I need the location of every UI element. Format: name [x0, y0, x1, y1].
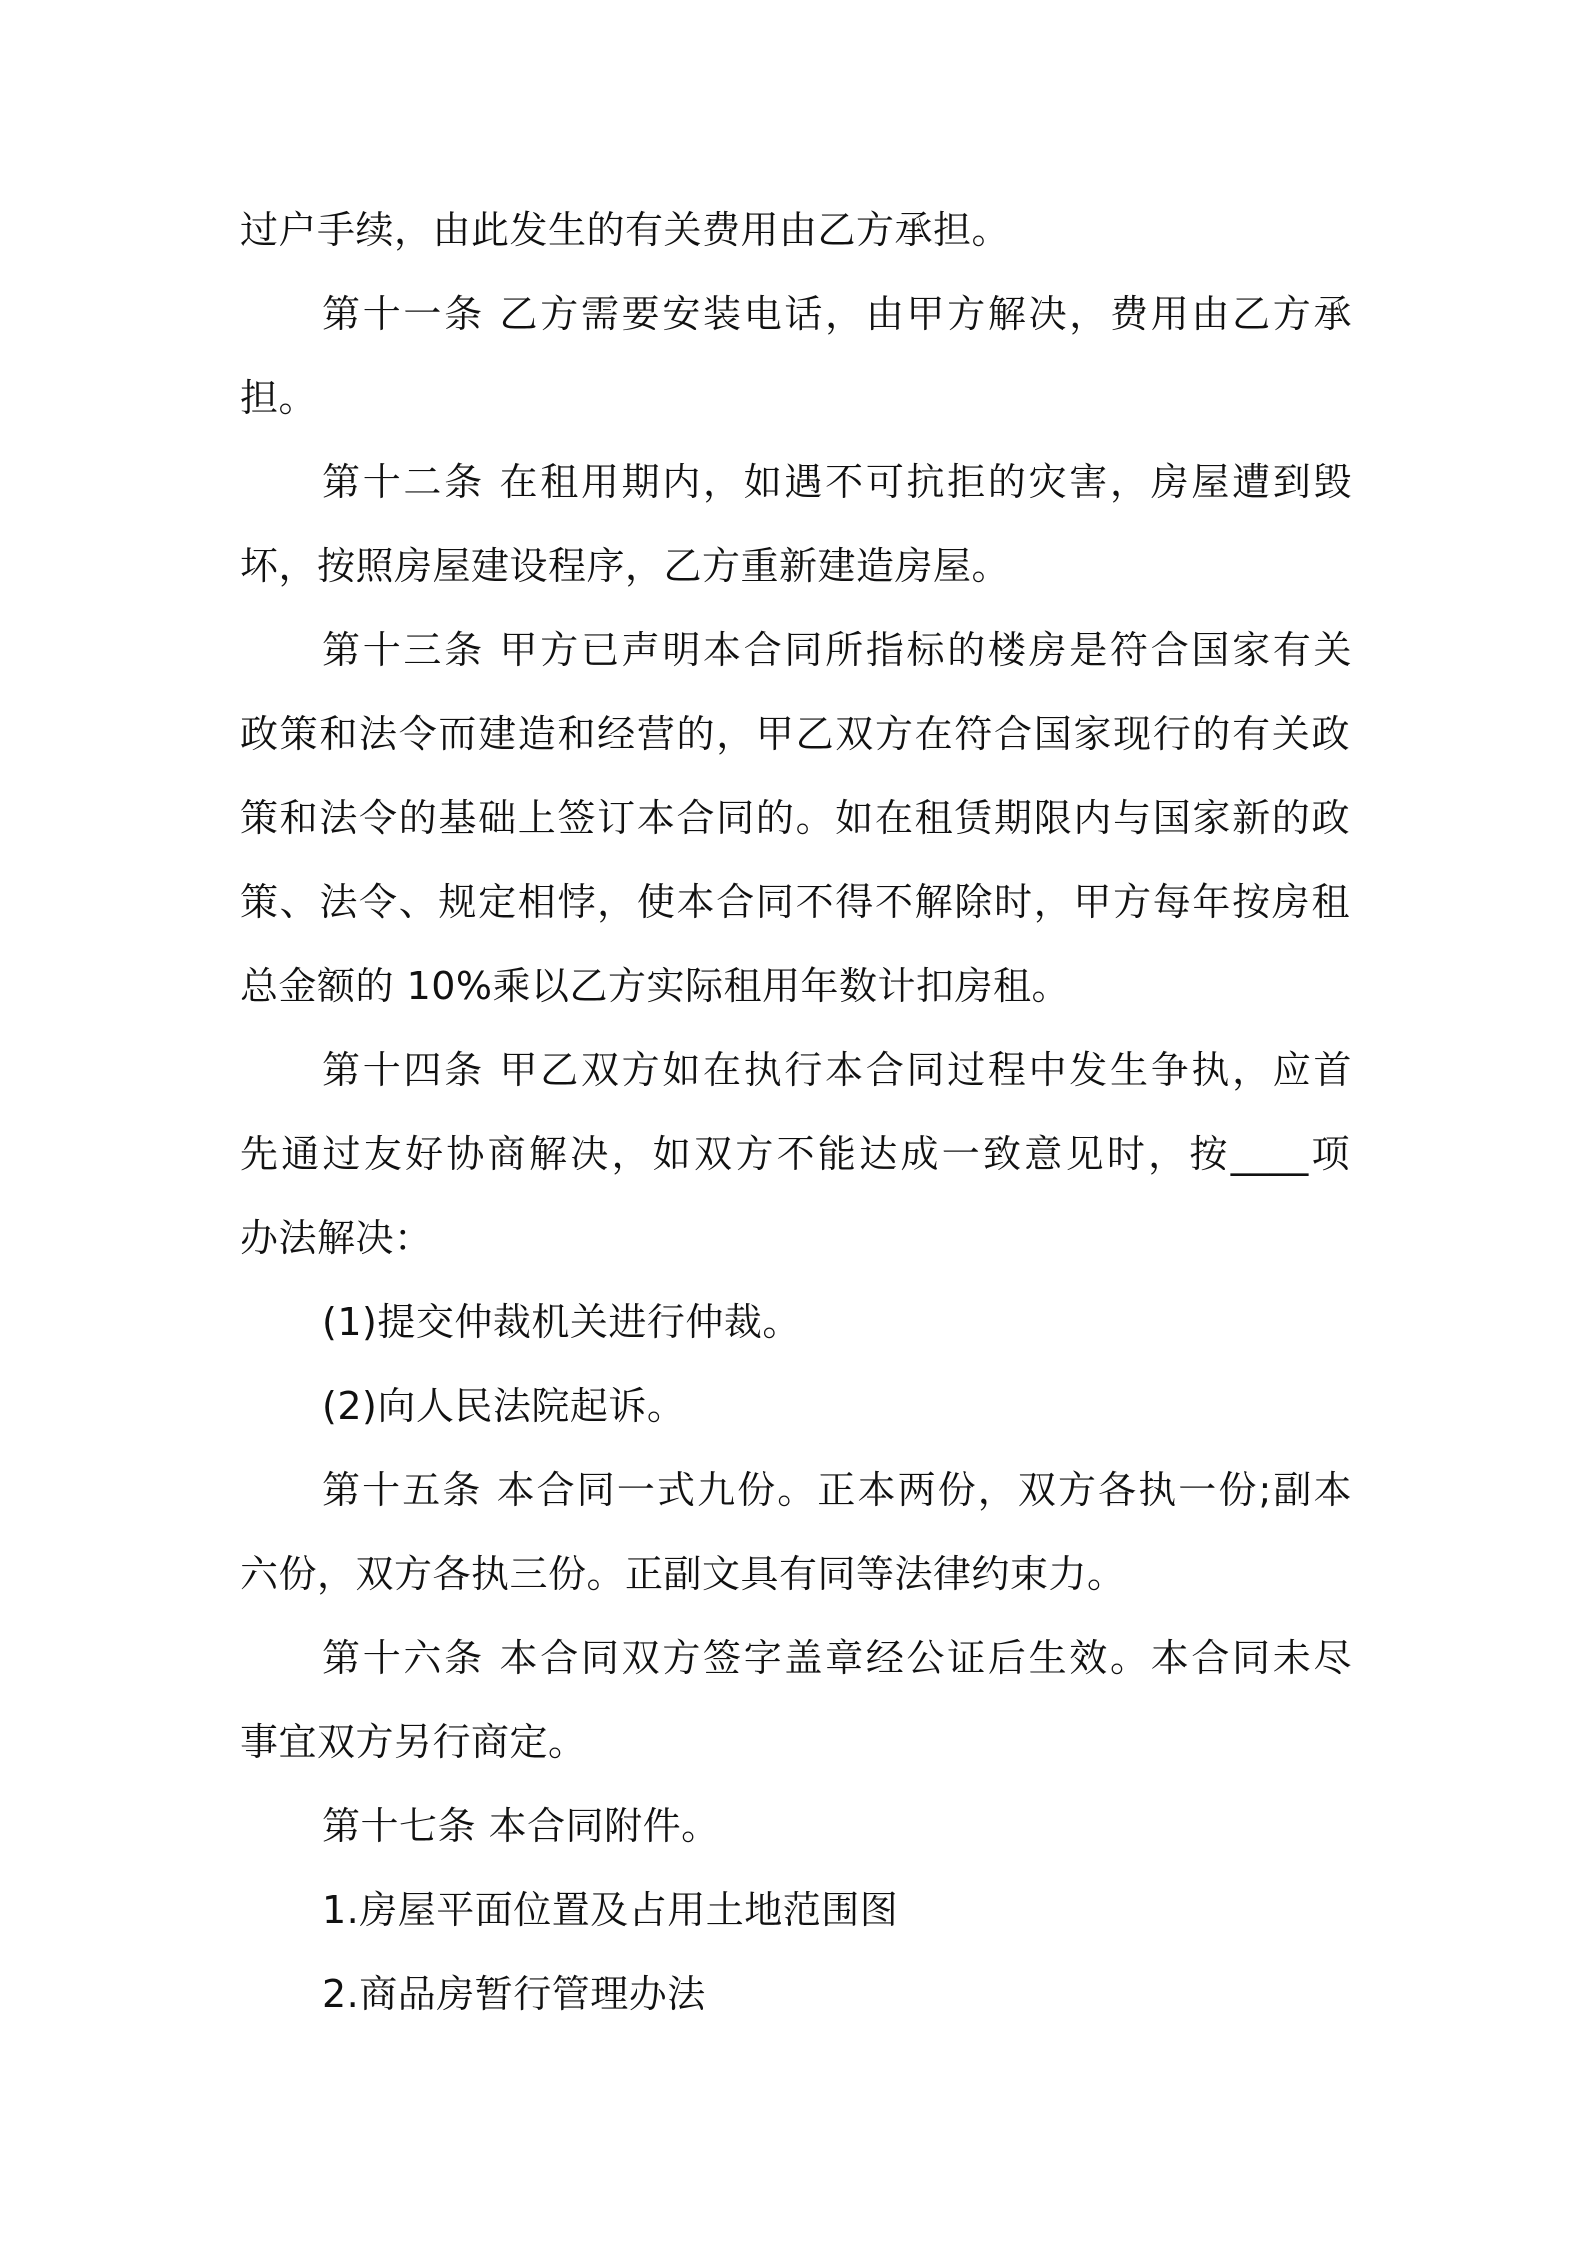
option-2-line: (2)向人民法院起诉。	[322, 1384, 686, 1428]
clause-12-heading-line: 第十二条 在租用期内，如遇不可抗拒的灾害，房屋遭到毁	[322, 460, 1352, 504]
text-line: 政策和法令而建造和经营的，甲乙双方在符合国家现行的有关政	[240, 712, 1350, 756]
text-line: 事宜双方另行商定。	[240, 1720, 587, 1764]
text-line: 坏，按照房屋建设程序，乙方重新建造房屋。	[240, 544, 1011, 588]
text-line: 先通过友好协商解决，如双方不能达成一致意见时，按____项	[240, 1132, 1350, 1176]
text-line: 过户手续，由此发生的有关费用由乙方承担。	[240, 208, 1011, 252]
clause-11-heading-line: 第十一条 乙方需要安装电话，由甲方解决，费用由乙方承	[322, 292, 1352, 336]
text-line: 六份，双方各执三份。正副文具有同等法律约束力。	[240, 1552, 1126, 1596]
attachment-2-line: 2.商品房暂行管理办法	[322, 1972, 706, 2016]
attachment-1-line: 1.房屋平面位置及占用土地范围图	[322, 1888, 899, 1932]
text-line: 担。	[240, 376, 318, 420]
clause-13-heading-line: 第十三条 甲方已声明本合同所指标的楼房是符合国家有关	[322, 628, 1352, 672]
clause-16-heading-line: 第十六条 本合同双方签字盖章经公证后生效。本合同未尽	[322, 1636, 1352, 1680]
text-line: 办法解决：	[240, 1216, 433, 1260]
text-line: 策、法令、规定相悖，使本合同不得不解除时，甲方每年按房租	[240, 880, 1350, 924]
text-line: 总金额的 10%乘以乙方实际租用年数计扣房租。	[240, 964, 1071, 1008]
option-1-line: (1)提交仲裁机关进行仲裁。	[322, 1300, 801, 1344]
clause-15-heading-line: 第十五条 本合同一式九份。正本两份，双方各执一份;副本	[322, 1468, 1352, 1512]
clause-17-heading-line: 第十七条 本合同附件。	[322, 1804, 720, 1848]
text-line: 策和法令的基础上签订本合同的。如在租赁期限内与国家新的政	[240, 796, 1350, 840]
clause-14-heading-line: 第十四条 甲乙双方如在执行本合同过程中发生争执，应首	[322, 1048, 1352, 1092]
